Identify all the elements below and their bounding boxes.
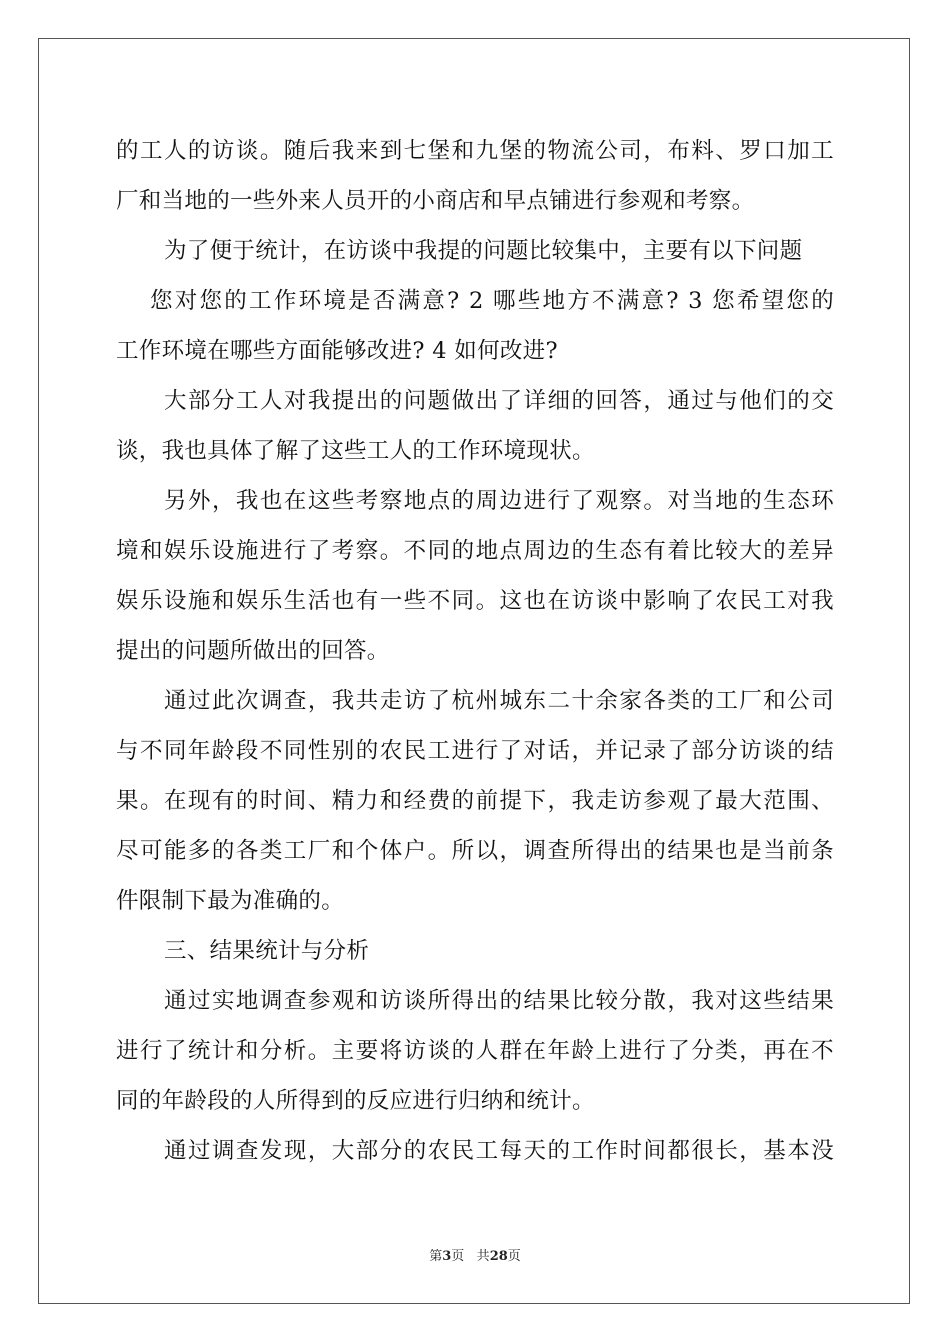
text-line: 通过调查发现，大部分的农民工每天的工作时间都很长，基本没	[164, 1138, 834, 1164]
text-line: 通过此次调查，我共走访了杭州城东二十余家各类的工厂和公司	[164, 688, 834, 714]
total-label-suffix: 页	[507, 1249, 521, 1264]
text-line: 您对您的工作环境是否满意? 2 哪些地方不满意? 3 您希望您的	[150, 288, 834, 314]
text-line: 同的年龄段的人所得到的反应进行归纳和统计。	[116, 1088, 595, 1114]
section-heading: 三、结果统计与分析	[164, 938, 370, 964]
text-line: 尽可能多的各类工厂和个体户。所以，调查所得出的结果也是当前条	[116, 838, 834, 864]
text-line: 进行了统计和分析。主要将访谈的人群在年龄上进行了分类，再在不	[116, 1038, 834, 1064]
text-line: 提出的问题所做出的回答。	[116, 638, 390, 664]
text-line: 件限制下最为准确的。	[116, 888, 345, 914]
page-number: 3	[442, 1249, 452, 1264]
total-label-prefix: 共	[476, 1249, 490, 1264]
text-line: 另外，我也在这些考察地点的周边进行了观察。对当地的生态环	[164, 488, 834, 514]
text-line: 为了便于统计，在访谈中我提的问题比较集中，主要有以下问题	[164, 238, 803, 264]
text-line: 工作环境在哪些方面能够改进? 4 如何改进?	[116, 338, 558, 364]
page-label-prefix: 第	[429, 1249, 443, 1264]
text-line: 果。在现有的时间、精力和经费的前提下，我走访参观了最大范围、	[116, 788, 834, 814]
document-body	[116, 126, 834, 1176]
text-line: 通过实地调查参观和访谈所得出的结果比较分散，我对这些结果	[164, 988, 834, 1014]
page-label-suffix: 页	[451, 1249, 465, 1264]
text-line: 的工人的访谈。随后我来到七堡和九堡的物流公司，布料、罗口加工	[116, 138, 834, 164]
text-line: 谈，我也具体了解了这些工人的工作环境现状。	[116, 438, 595, 464]
text-line: 与不同年龄段不同性别的农民工进行了对话，并记录了部分访谈的结	[116, 738, 834, 764]
page-footer	[0, 1245, 950, 1264]
text-line: 娱乐设施和娱乐生活也有一些不同。这也在访谈中影响了农民工对我	[116, 588, 834, 614]
text-line: 厂和当地的一些外来人员开的小商店和早点铺进行参观和考察。	[116, 188, 755, 214]
text-line: 境和娱乐设施进行了考察。不同的地点周边的生态有着比较大的差异	[116, 538, 834, 564]
text-line: 大部分工人对我提出的问题做出了详细的回答，通过与他们的交	[164, 388, 834, 414]
total-pages: 28	[489, 1249, 508, 1264]
